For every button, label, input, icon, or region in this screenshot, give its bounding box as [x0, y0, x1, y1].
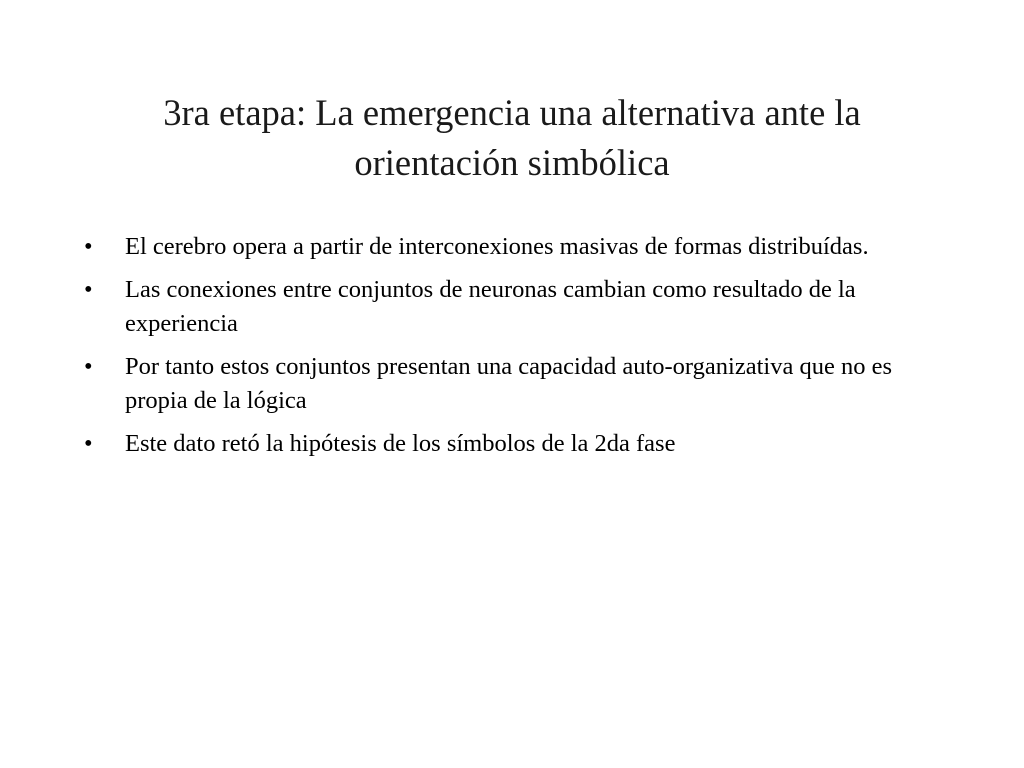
slide-title: 3ra etapa: La emergencia una alternativa ante la orientación simbólica — [163, 92, 861, 183]
list-item — [80, 350, 940, 418]
list-item — [80, 230, 940, 264]
list-item — [80, 427, 940, 461]
bullet-text: Este dato retó la hipótesis de los símbolos de la 2da fase — [125, 430, 676, 457]
bullet-icon: • — [84, 233, 93, 260]
list-item — [80, 273, 940, 341]
bullet-list — [80, 230, 940, 470]
bullet-icon: • — [84, 353, 93, 380]
bullet-icon: • — [84, 430, 93, 457]
bullet-text: Las conexiones entre conjuntos de neuronas cambian como resultado de la experiencia — [125, 276, 856, 337]
bullet-text: El cerebro opera a partir de interconexiones masivas de formas distribuídas. — [125, 233, 869, 260]
bullet-icon: • — [84, 276, 93, 303]
bullet-text: Por tanto estos conjuntos presentan una capacidad auto-organizativa que no es propia de la lógica — [125, 353, 892, 414]
